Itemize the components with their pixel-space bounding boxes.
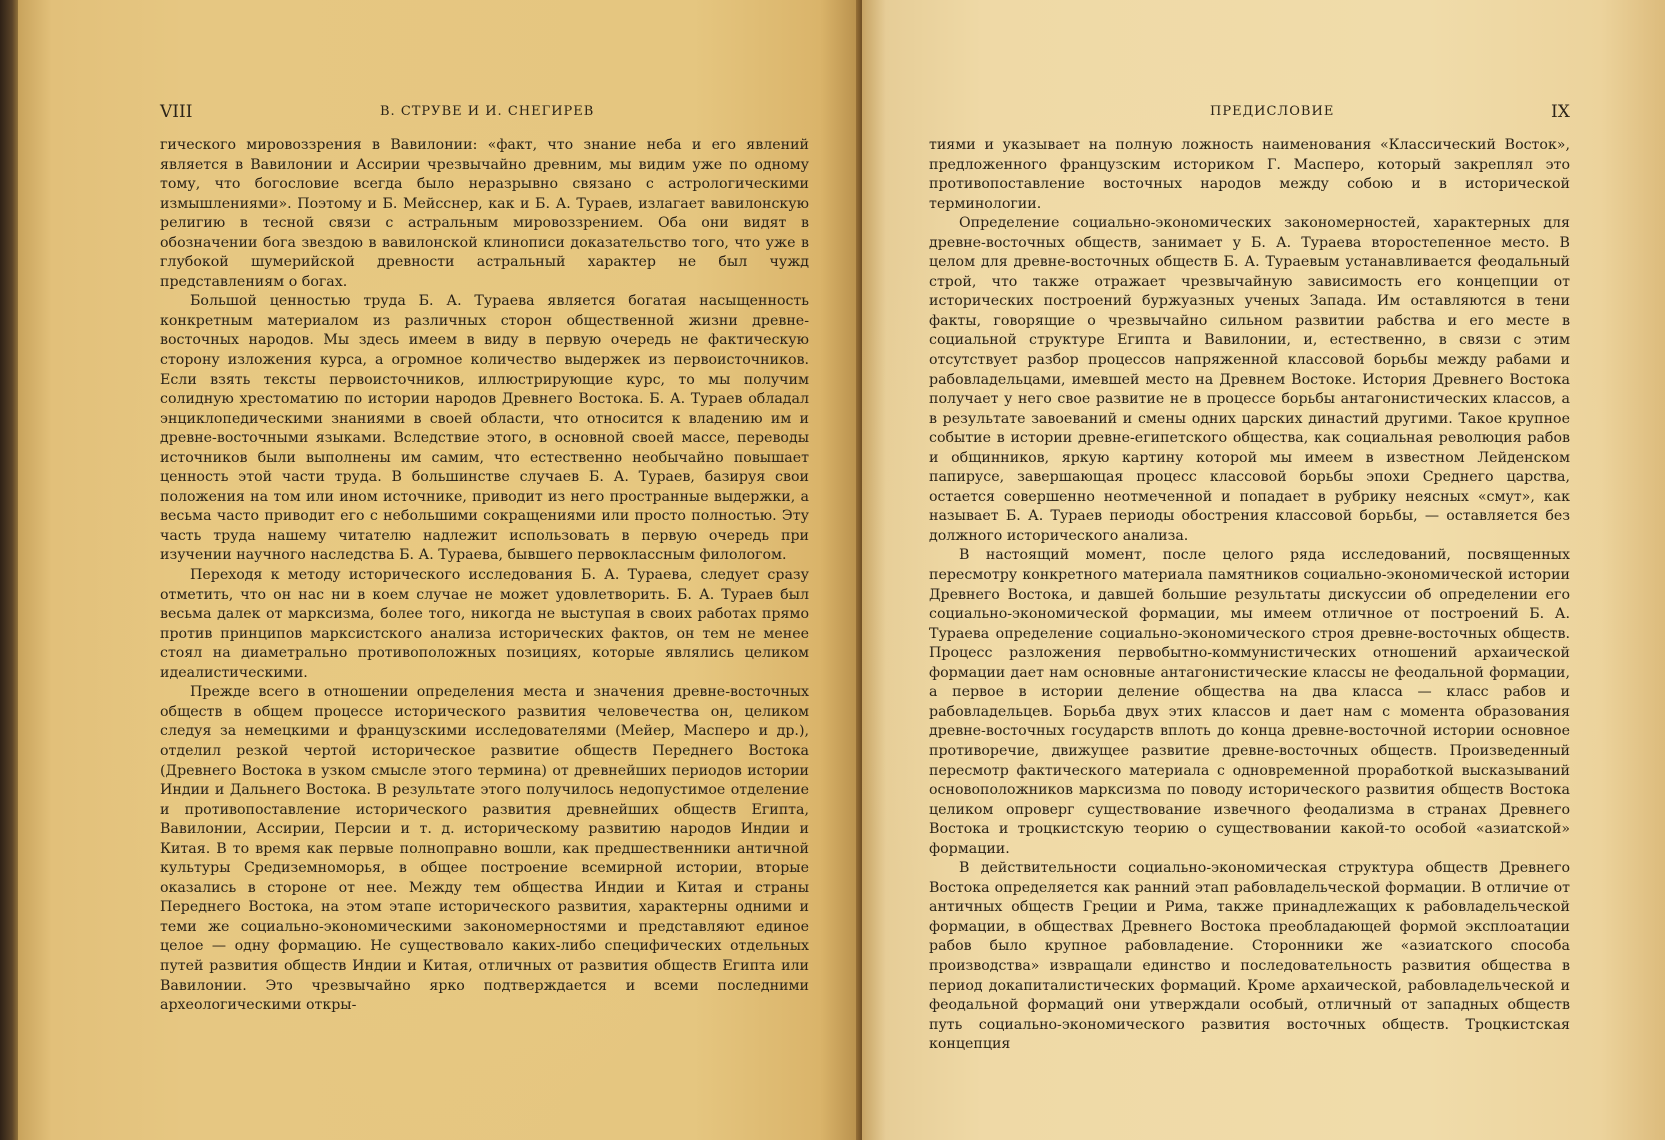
left-page-text	[160, 136, 809, 1016]
paragraph: В настоящий момент, после целого ряда исследований, посвященных пересмотру конкретного материала памятников социально-экономической истории Древнего Востока, и давшей большие результаты дискуссии об определении его социально-экономической формации, мы имеем отличное от построений Б. А. Тураева определение социально-экономического строя древне-восточных обществ. Процесс разложения первобытно-коммунистических отношений архаической формации дает нам основные антагонистические классы не феодальной формации, а первое в истории деление общества на два класса — класс рабов и рабовладельцев. Борьба двух этих классов и дает нам с момента образования древне-восточных государств вплоть до конца древне-восточной истории основное противоречие, движущее развитие древне-восточных обществ. Произведенный пересмотр фактического материала с одновременной проработкой высказываний основоположников марксизма по поводу исторического развития обществ Востока целиком опроверг существование извечного феодализма в странах Древнего Востока и троцкистскую теорию о существовании какой-то особой «азиатской» формации.	[929, 547, 1570, 857]
right-page	[862, 0, 1665, 1140]
paragraph: Определение социально-экономических закономерностей, характерных для древне-восточных обществ, занимает у Б. А. Тураева второстепенное место. В целом для древне-восточных обществ Б. А. Тураевым устанавливается феодальный строй, что также отражает чрезвычайную зависимость его концепции от исторических построений буржуазных ученых Запада. Им оставляются в тени факты, говорящие о чрезвычайно сильном развитии рабства и его месте в социальной структуре Египта и Вавилонии, и, естественно, в связи с этим отсутствует разбор процессов напряженной классовой борьбы между рабами и рабовладельцами, имевшей место на Древнем Востоке. История Древнего Востока получает у него свое развитие не в процессе борьбы антагонистических классов, а в результате завоеваний и смены одних царских династий другими. Такое крупное событие в истории древне-египетского общества, как социальная революция рабов и общинников, яркую картину которой мы имеем в известном Лейденском папирусе, завершающая процесс классовой борьбы эпохи Среднего царства, остается совершенно неотмеченной и попадает в рубрику неясных «смут», как называет Б. А. Тураев периоды обострения классовой борьбы, — оставляется без должного исторического анализа.	[929, 215, 1570, 544]
left-page	[18, 0, 862, 1140]
right-page-number: IX	[1551, 102, 1570, 122]
paragraph: Большой ценностью труда Б. А. Тураева является богатая насыщенность конкретным материалом из различных сторон общественной жизни древне-восточных народов. Мы здесь имеем в виду в первую очередь не фактическую сторону изложения курса, а огромное количество выдержек из первоисточников. Если взять тексты первоисточников, иллюстрирующие курс, то мы получим солидную хрестоматию по истории народов Древнего Востока. Б. А. Тураев обладал энциклопедическими знаниями в своей области, что относится к владению им и древне-восточными языками. Вследствие этого, в основной своей массе, переводы источников были выполнены им самим, что естественно необычайно повышает ценность этой части труда. В большинстве случаев Б. А. Тураев, базируя свои положения на том или ином источнике, приводит из него пространные выдержки, а весьма часто приводит его с небольшими сокращениями или просто полностью. Эту часть труда нашему читателю надлежит использовать в первую очередь при изучении научного наследства Б. А. Тураева, бывшего первоклассным филологом.	[160, 293, 809, 564]
paragraph: В действительности социально-экономическая структура обществ Древнего Востока определяется как ранний этап рабовладельческой формации. В отличие от античных обществ Греции и Рима, также принадлежащих к рабовладельческой формации, в обществах Древнего Востока преобладающей формой эксплоатации рабов было крупное рабовладение. Сторонники же «азиатского способа производства» извращали единство и последовательность развития общества в период докапиталистических формаций. Кроме архаической, рабовладельческой и феодальной формаций они утверждали особый, отличный от западных обществ путь социально-экономического развития восточных обществ. Троцкистская концепция	[929, 860, 1570, 1053]
left-running-head: В. СТРУВЕ И И. СНЕГИРЕВ	[380, 104, 595, 119]
paragraph: Прежде всего в отношении определения места и значения древне-восточных обществ в общем процессе исторического развития человечества он, целиком следуя за немецкими и французскими исследователями (Мейер, Масперо и др.), отделил резкой чертой историческое развитие обществ Переднего Востока (Древнего Востока в узком смысле этого термина) от древнейших периодов истории Индии и Дальнего Востока. В результате этого получилось недопустимое отделение и противопоставление исторического развития древнейших обществ Египта, Вавилонии, Ассирии, Персии и т. д. историческому развитию народов Индии и Китая. В то время как первые полноправно вошли, как предшественники античной культуры Средиземноморья, в общее построение всемирной истории, вторые оказались в стороне от нее. Между тем общества Индии и Китая и страны Переднего Востока, на этом этапе исторического развития, характерны одними и теми же социально-экономическими закономерностями и представляют единое целое — одну формацию. Не существовало каких-либо специфических отдельных путей развития обществ Индии и Китая, отличных от развития обществ Египта или Вавилонии. Это чрезвычайно ярко подтверждается и всеми последними археологическими откры-	[160, 684, 809, 1014]
left-page-number: VIII	[160, 102, 193, 122]
paragraph: тиями и указывает на полную ложность наименования «Классический Восток», предложенного французским историком Г. Масперо, который закреплял это противопоставление восточных народов между собою и в исторической терминологии.	[929, 137, 1570, 212]
paragraph: Переходя к методу исторического исследования Б. А. Тураева, следует сразу отметить, что он нас ни в коем случае не может удовлетворить. Б. А. Тураев был весьма далек от марксизма, более того, никогда не выступая в своих работах прямо против принципов марксистского анализа исторических фактов, он тем не менее стоял на диаметрально противоположных позициях, которые являлись целиком идеалистическими.	[160, 567, 809, 681]
book-cover-edge	[0, 0, 20, 1140]
paragraph: гического мировоззрения в Вавилонии: «факт, что знание неба и его явлений является в Вавилонии и Ассирии чрезвычайно древним, мы видим уже по одному тому, что богословие всегда было неразрывно связано с астрологическими измышлениями». Поэтому и Б. Мейсснер, как и Б. А. Тураев, излагает вавилонскую религию в тесной связи с астральным мировоззрением. Оба они видят в обозначении бога звездою в вавилонской клинописи доказательство того, что уже в глубокой шумерийской древности астральный характер не был чужд представлениям о богах.	[160, 137, 809, 290]
right-running-head: ПРЕДИСЛОВИЕ	[1210, 104, 1335, 119]
right-page-text	[929, 136, 1570, 1055]
